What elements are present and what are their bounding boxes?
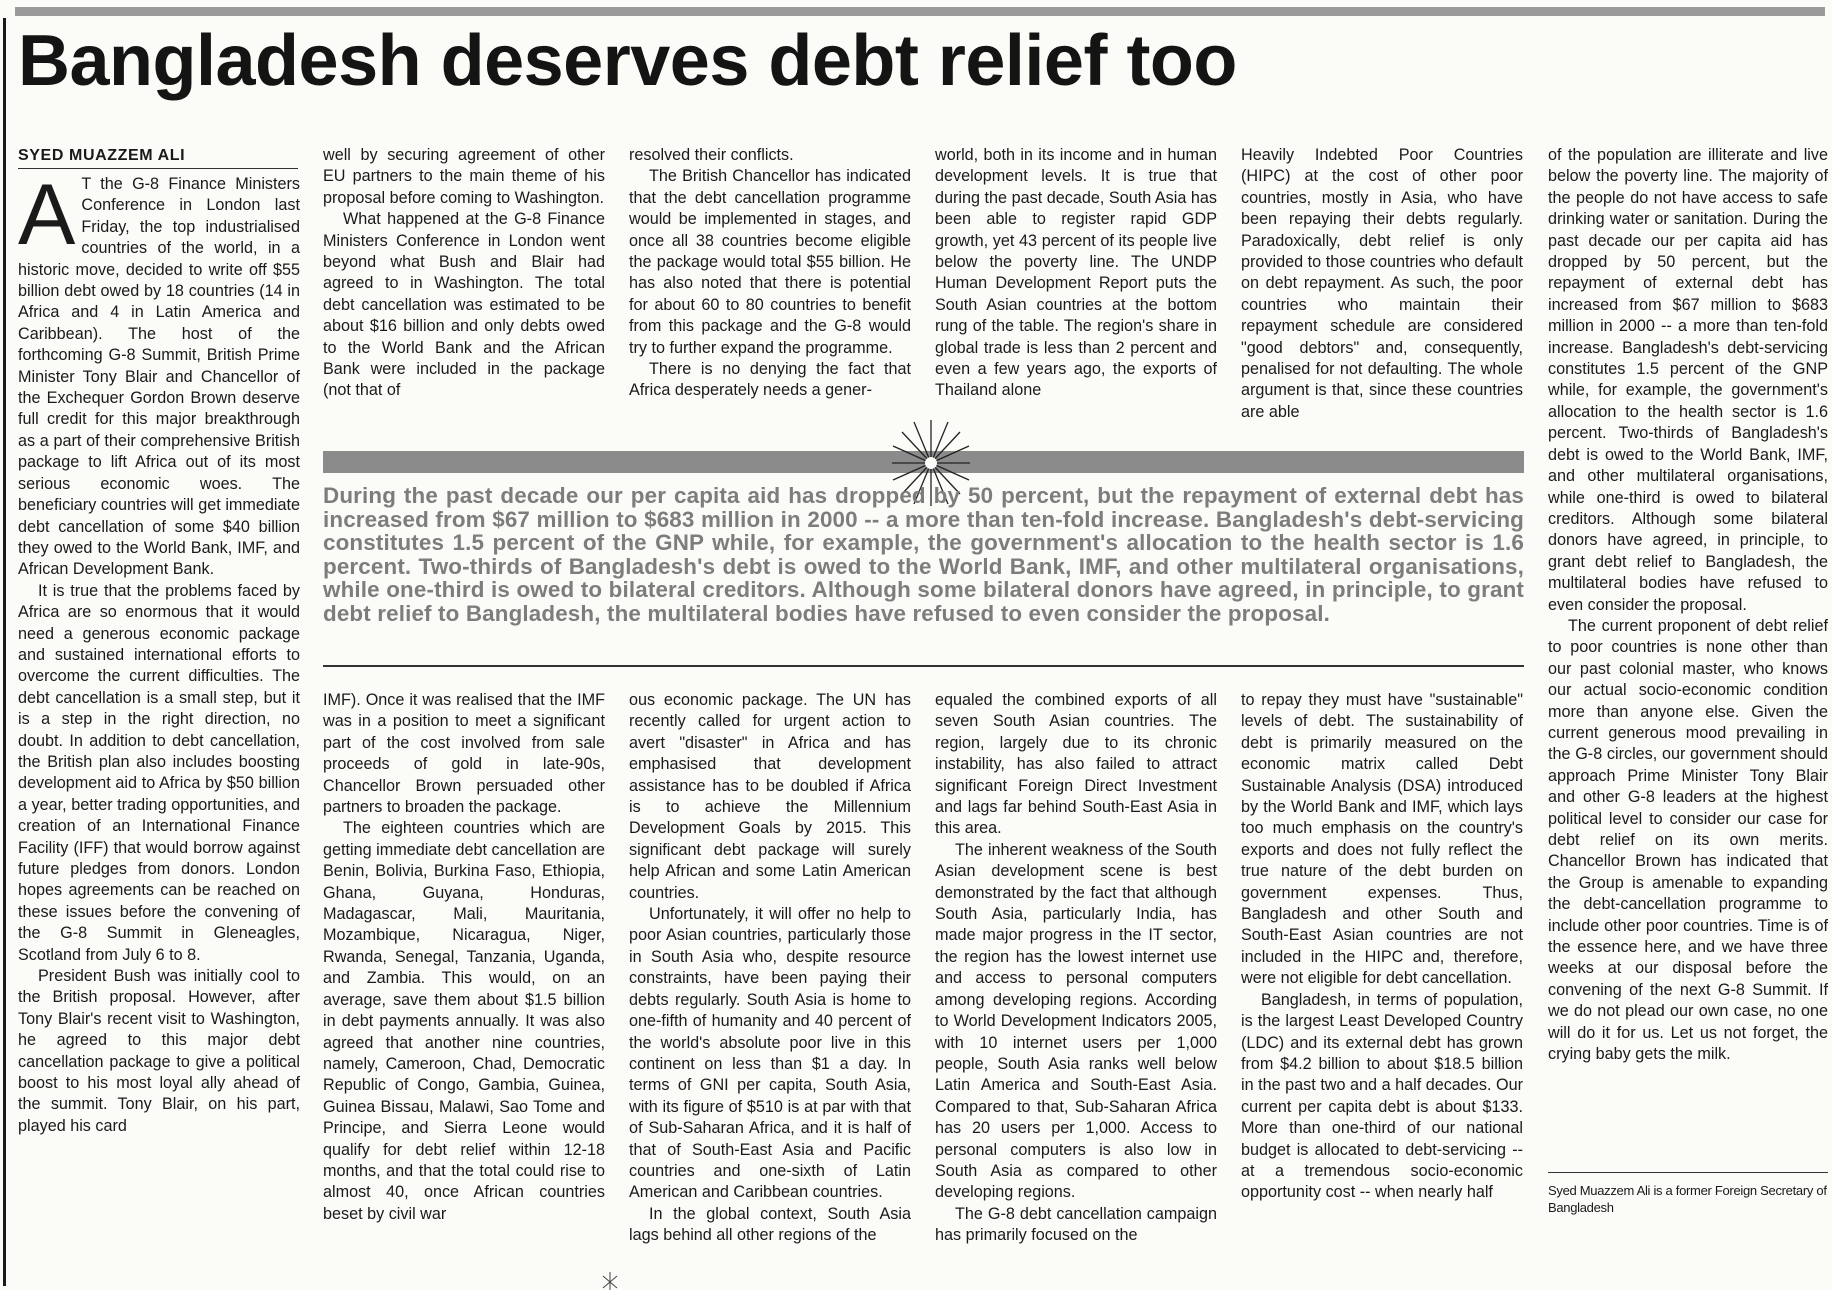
paragraph: The British Chancellor has indicated that the debt cancellation programme would be implemented in stages, and once all 38 countries become eligible the package would total $55 billion. He has also noted that there is potential for about 60 to 80 countries to benefit from this package and the G-8 would try to further expand the programme. <box>629 167 911 357</box>
article-column-5-top <box>1241 145 1523 433</box>
paragraph: The eighteen countries which are getting immediate debt cancellation are Benin, Bolivia, Burkina Faso, Ethiopia, Ghana, Guyana, Honduras, Madagascar, Mali, Mauritania, Mozambique, Nicaragua, Niger, Rwanda, Senegal, Tanzania, Uganda, and Zambia. This would, on an average, save them about $1.5 billion in debt payments annually. It was also agreed that another nine countries, namely, Cameroon, Chad, Democratic Republic of Congo, Gambia, Guinea, Guinea Bissau, Malawi, Sao Tome and Principe, and Sierra Leone would qualify for debt relief within 12-18 months, and that the total could rise to almost 40, once African countries beset by civil war <box>323 819 605 1223</box>
pull-quote: During the past decade our per capita aid has dropped by 50 percent, but the repayment of external debt has increased from $67 million to $683 million in 2000 -- a more than ten-fold increase. Bangladesh's debt-servicing constitutes 1.5 percent of the GNP while, for example, the government's allocation to the health sector is 1.6 percent. Two-thirds of Bangladesh's debt is owed to the World Bank, IMF, and other multilateral organisations, while one-third is owed to bilateral creditors. Although some bilateral donors have agreed, in principle, to grant debt relief to Bangladesh, the multilateral bodies have refused to even consider the proposal. <box>323 483 1524 626</box>
paragraph: It is true that the problems faced by Africa are so enormous that it would need a generous economic package and sustained international efforts to overcome the current difficulties. The debt cancellation is a small step, but it is a step in the right direction, no doubt. In addition to debt cancellation, the British plan also includes boosting development aid to Africa by $50 billion a year, better trading opportunities, and creation of an International Finance Facility (IFF) that would borrow against future pledges from donors. London hopes agreements can be reached on these issues before the convening of the G-8 Summit in Gleneagles, Scotland from July 6 to 8. <box>18 581 300 964</box>
article-column-4-top <box>935 145 1217 433</box>
article-column-4-bottom <box>935 690 1217 1284</box>
paragraph: In the global context, South Asia lags behind all other regions of the <box>629 1204 911 1245</box>
article-column-5-bottom <box>1241 690 1523 1284</box>
paragraph: There is no denying the fact that Africa desperately needs a gener- <box>629 360 911 400</box>
pull-quote-bottom-rule <box>323 665 1524 667</box>
paragraph: world, both in its income and in human development levels. It is true that during the past decade, South Asia has been able to register rapid GDP growth, yet 43 percent of its people live below the poverty line. The UNDP Human Development Report puts the South Asian countries at the bottom rung of the table. The region's share in global trade is less than 2 percent and even a few years ago, the exports of Thailand alone <box>935 146 1217 400</box>
article-column-2-top <box>323 145 605 433</box>
paragraph: Unfortunately, it will offer no help to poor Asian countries, particularly those in South Asia who, despite resource constraints, have been paying their debts regularly. South Asia is home to one-fifth of humanity and 40 percent of the world's absolute poor live in this continent on less than $1 a day. In terms of GNI per capita, South Asia, with its figure of $510 is at par with that of Sub-Saharan Africa, and it is half of that of South-East Asia and Pacific countries and one-sixth of Latin American and Caribbean countries. <box>629 905 911 1202</box>
article-column-1 <box>18 174 300 1284</box>
headline: Bangladesh deserves debt relief too <box>18 21 1237 101</box>
author-note-rule <box>1548 1172 1828 1173</box>
left-rule <box>3 18 6 1286</box>
paragraph: Bangladesh, in terms of population, is the largest Least Developed Country (LDC) and its external debt has grown from $4.2 billion to about $18.5 billion in the past two and a half decades. Our current per capita debt is about $133. More than one-third of our national budget is allocated to debt-servicing -- at a tremendous socio-economic opportunity cost -- when nearly half <box>1241 990 1523 1202</box>
paragraph: The G-8 debt cancellation campaign has primarily focused on the <box>935 1204 1217 1245</box>
paragraph: ous economic package. The UN has recently called for urgent action to avert "disaster" in Africa and has emphasised that development assistance has to be doubled if Africa is to achieve the Millennium Development Goals by 2015. This significant debt package will surely help African and some Latin American countries. <box>629 691 911 902</box>
top-rule <box>15 7 1825 16</box>
paragraph: A T the G-8 Finance Ministers Conference in London last Friday, the top industrialised countries of the world, in a historic move, decided to write off $55 billion debt owed by 18 countries (14 in Africa and 4 in Latin America and Caribbean). The host of the forthcoming G-8 Summit, British Prime Minister Tony Blair and Chancellor of the Exchequer Gordon Brown deserve full credit for this major breakthrough as a part of their comprehensive British package to lift Africa out of its most serious economic woes. The beneficiary countries will get immediate debt cancellation of some $40 billion they owed to the World Bank, IMF, and African Development Bank. <box>18 174 300 579</box>
article-column-2-bottom <box>323 690 605 1284</box>
article-column-6 <box>1548 145 1828 1155</box>
paragraph: Heavily Indebted Poor Countries (HIPC) at the cost of other poor countries, mostly in Asia, who have been repaying their debts regularly. Paradoxically, debt relief is only provided to those countries who default on debt repayment. As such, the poor countries who maintain their repayment schedule are considered "good debtors" and, consequently, penalised for not defaulting. The whole argument is that, since these countries are able <box>1241 146 1523 421</box>
drop-cap: A <box>18 174 76 263</box>
byline: SYED MUAZZEM ALI <box>18 147 186 164</box>
byline-rule <box>18 168 298 169</box>
paragraph: The current proponent of debt relief to poor countries is none other than our past colonial master, who knows our actual socio-economic condition more than anyone else. Given the current generous mood prevailing in the G-8 circles, our government should approach Prime Minister Tony Blair and other G-8 leaders at the highest political level to consider our case for debt relief on its own merits. Chancellor Brown has indicated that the Group is amenable to expanding the debt-cancellation programme to include other poor countries. Time is of the essence here, and we have three weeks at our disposal before the convening of the next G-8 Summit. If we do not plead our own case, no one will do it for us. Let us not forget, the crying baby gets the milk. <box>1548 616 1828 1064</box>
paragraph: President Bush was initially cool to the British proposal. However, after Tony Blair's recent visit to Washington, he agreed to this major debt cancellation package to give a political boost to his most loyal ally ahead of the summit. Tony Blair, on his part, played his card <box>18 967 300 1135</box>
paragraph: to repay they must have "sustainable" levels of debt. The sustainability of debt is primarily measured on the economic matrix called Debt Sustainable Analysis (DSA) introduced by the World Bank and IMF, which lays too much emphasis on the country's exports and does not fully reflect the true nature of the debt burden on government expenses. Thus, Bangladesh and other South and South-East Asian countries are not included in the HIPC and, therefore, were not eligible for debt cancellation. <box>1241 691 1523 988</box>
paragraph: of the population are illiterate and live below the poverty line. The majority of the people do not have access to safe drinking water or sanitation. During the past decade our per capita aid has dropped by 50 percent, but the repayment of external debt has increased from $67 million to $683 million in 2000 -- a more than ten-fold increase. Bangladesh's debt-servicing constitutes 1.5 percent of the GNP while, for example, the government's allocation to the health sector is 1.6 percent. Two-thirds of Bangladesh's debt is owed to the World Bank, IMF, and other multilateral organisations, while one-third is owed to bilateral creditors. Although some bilateral donors have agreed, in principle, to grant debt relief to Bangladesh, the multilateral bodies have refused to even consider the proposal. <box>1548 146 1828 614</box>
paragraph: well by securing agreement of other EU partners to the main theme of his proposal before coming to Washington. <box>323 146 605 207</box>
paragraph: The inherent weakness of the South Asian development scene is best demonstrated by the fact that although South Asia, particularly India, has made major progress in the IT sector, the region has the lowest internet use and access to personal computers among developing regions. According to World Development Indicators 2005, with 10 internet users per 1,000 people, South Asia ranks well below Latin America and South-East Asia. Compared to that, Sub-Saharan Africa has 20 users per 1,000. Access to personal computers is also low in South Asia as compared to other developing regions. <box>935 840 1217 1202</box>
article-column-3-bottom <box>629 690 911 1284</box>
author-note: Syed Muazzem Ali is a former Foreign Secretary of Bangladesh <box>1548 1183 1827 1215</box>
paragraph: What happened at the G-8 Finance Ministers Conference in London went beyond what Bush and Blair had agreed to in Washington. The total debt cancellation was estimated to be about $16 billion and only debts owed to the World Bank and the African Bank were included in the package (not that of <box>323 210 605 400</box>
paragraph: equaled the combined exports of all seven South Asian countries. The region, largely due to its chronic instability, has also failed to attract significant Foreign Direct Investment and lags far behind South-East Asia in this area. <box>935 691 1217 838</box>
paragraph: resolved their conflicts. <box>629 146 794 164</box>
starburst-small-icon <box>600 1270 620 1290</box>
article-column-3-top <box>629 145 911 433</box>
paragraph: IMF). Once it was realised that the IMF was in a position to meet a significant part of the cost involved from sale proceeds of gold in late-90s, Chancellor Brown persuaded other partners to broaden the package. <box>323 691 605 817</box>
